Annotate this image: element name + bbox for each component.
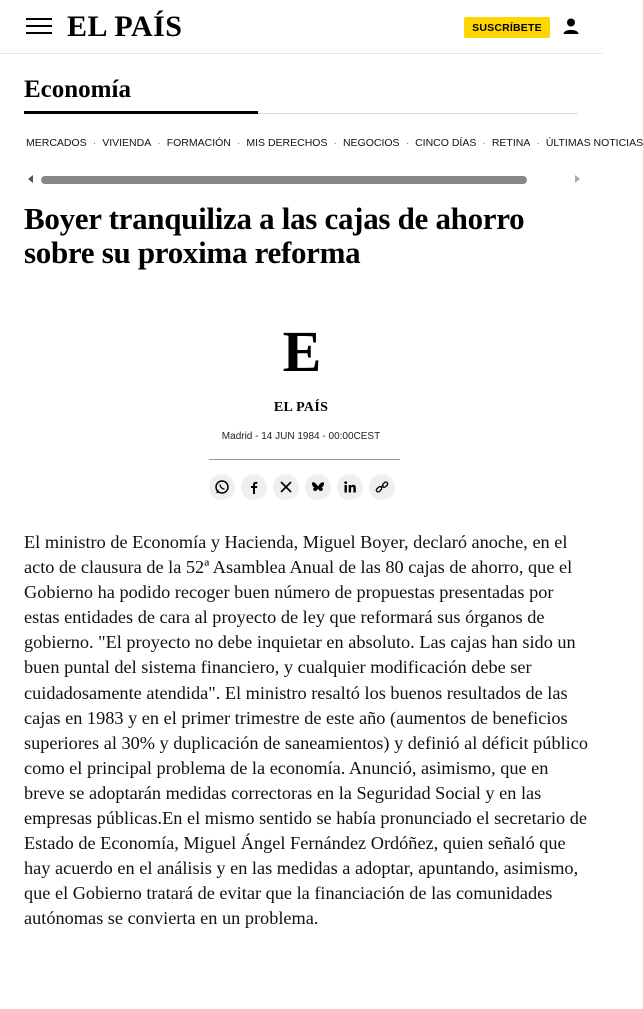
- x-icon[interactable]: [273, 474, 299, 500]
- nav-item-formacion[interactable]: FORMACIÓN: [166, 137, 231, 149]
- nav-separator: ·: [157, 137, 161, 149]
- nav-item-ultimas-noticias[interactable]: ÚLTIMAS NOTICIAS: [545, 137, 643, 149]
- nav-separator: ·: [536, 137, 540, 149]
- section-underline: [24, 111, 258, 114]
- byline-divider: [209, 459, 400, 460]
- section-title[interactable]: Economía: [24, 76, 131, 103]
- share-bar: [209, 474, 395, 500]
- scroll-right-arrow-icon[interactable]: [575, 175, 580, 183]
- site-logo[interactable]: EL PAÍS: [67, 10, 183, 43]
- whatsapp-icon[interactable]: [209, 474, 235, 500]
- article-body: El ministro de Economía y Hacienda, Miguel Boyer, declaró anoche, en el acto de clausura de la 52ª Asamblea Anual de las 80 cajas de ahorro, que el Gobierno ha podido recoger buen número de propuestas presentadas por estas entidades de cara al proyecto de ley que reformará sus órganos de gobierno. "El proyecto no debe inquietar en absoluto. Las cajas han sido un buen puntal del sistema financiero, y cualquier modificación debe ser cuidadosamente atendida". El ministro resaltó los buenos resultados de las cajas en 1983 y en el primer trimestre de este año (aumentos de beneficios superiores al 30% y duplicación de saneamientos) y definió al déficit público como el principal problema de la economía. Anunció, asimismo, que en breve se adoptarán medidas correctoras en la Seguridad Social y en las empresas públicas.En el mismo sentido se había pronunciado el secretario de Estado de Economía, Miguel Ángel Fernández Ordóñez, quien señaló que hay acuerdo en el análisis y en las medidas a adoptar, apuntando, asimismo, que el Gobierno tratará de evitar que la financiación de las comunidades autónomas se convierta en un problema.: [24, 532, 589, 929]
- author-avatar: E: [282, 319, 322, 384]
- linkedin-icon[interactable]: [337, 474, 363, 500]
- user-icon[interactable]: [562, 17, 580, 35]
- section-nav: [26, 137, 643, 153]
- nav-separator: ·: [236, 137, 241, 149]
- site-header: [0, 0, 602, 54]
- nav-item-retina[interactable]: RETINA: [491, 137, 531, 149]
- scrollbar-thumb[interactable]: [41, 176, 527, 184]
- nav-separator: ·: [333, 137, 337, 149]
- subscribe-button[interactable]: SUSCRÍBETE: [464, 17, 550, 38]
- article-dateline: Madrid - 14 JUN 1984 - 00:00CEST: [221, 431, 381, 442]
- nav-scrollbar[interactable]: [24, 173, 584, 187]
- bluesky-icon[interactable]: [305, 474, 331, 500]
- author-name[interactable]: EL PAÍS: [273, 400, 329, 415]
- link-icon[interactable]: [369, 474, 395, 500]
- hamburger-menu-icon[interactable]: [26, 18, 52, 36]
- facebook-icon[interactable]: [241, 474, 267, 500]
- section-divider: [258, 113, 578, 114]
- scroll-left-arrow-icon[interactable]: [28, 175, 33, 183]
- nav-item-vivienda[interactable]: VIVIENDA: [102, 137, 152, 149]
- nav-separator: ·: [92, 137, 97, 149]
- nav-item-mis-derechos[interactable]: MIS DERECHOS: [246, 137, 328, 149]
- article-title: Boyer tranquiliza a las cajas de ahorro sobre su proxima reforma: [24, 201, 525, 270]
- nav-item-mercados[interactable]: MERCADOS: [26, 137, 87, 149]
- nav-item-negocios[interactable]: NEGOCIOS: [342, 137, 400, 149]
- nav-separator: ·: [482, 137, 486, 149]
- nav-separator: ·: [405, 137, 410, 149]
- nav-item-cinco-dias[interactable]: CINCO DÍAS: [415, 137, 477, 149]
